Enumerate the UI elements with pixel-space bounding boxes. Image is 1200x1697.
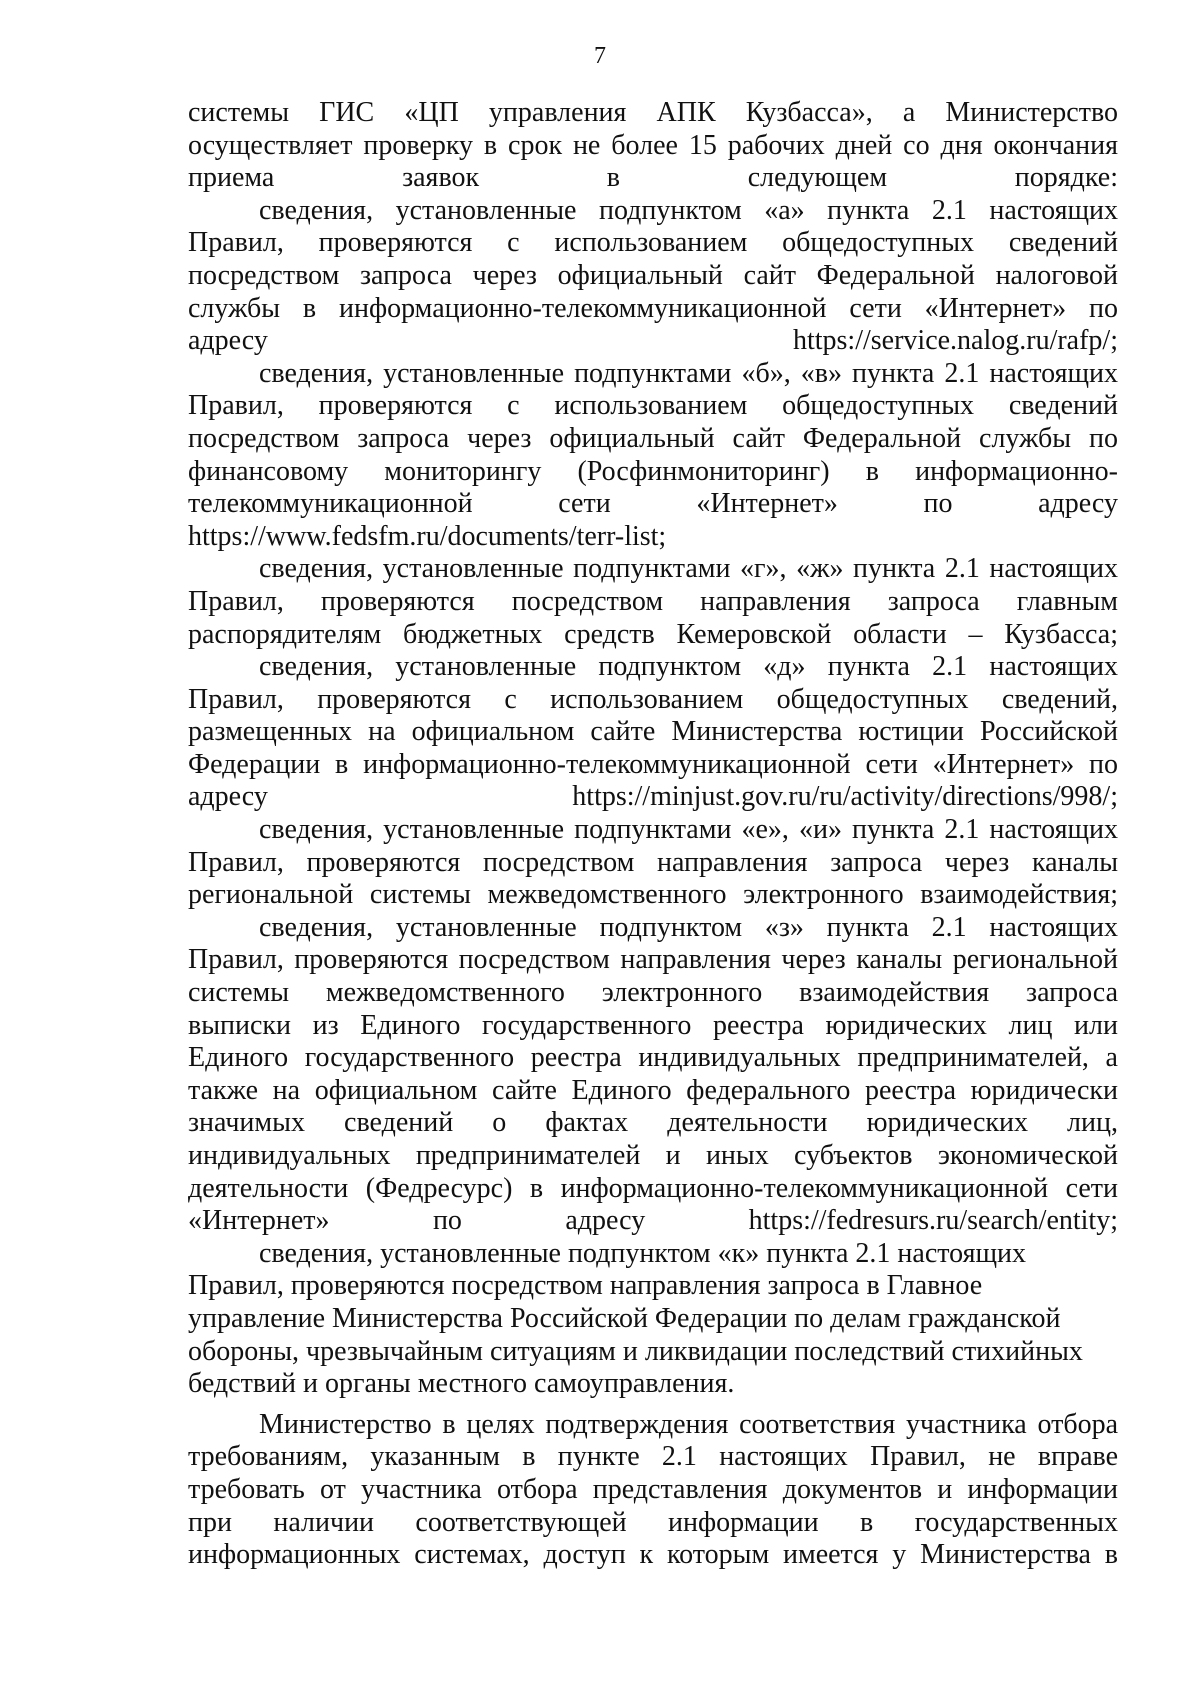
text-line: телекоммуникационной сети «Интернет» по адресу (188, 488, 1118, 520)
paragraph-9 (188, 1409, 1118, 1572)
text-line: сведения, установленные подпунктами «б», «в» пункта 2.1 настоящих (259, 357, 1118, 389)
paragraph-3 (188, 358, 1118, 554)
text-line: финансовому мониторингу (Росфинмониторинг) в информационно- (188, 455, 1118, 487)
text-line: сведения, установленные подпунктами «г», «ж» пункта 2.1 настоящих (259, 553, 1118, 585)
text-line: Единого государственного реестра индивидуальных предпринимателей, а (188, 1042, 1118, 1074)
text-line: выписки из Единого государственного реестра юридических лиц или (188, 1009, 1118, 1041)
page-number: 7 (594, 43, 606, 69)
text-line: сведения, установленные подпунктом «д» пункта 2.1 настоящих (259, 651, 1118, 683)
text-line: сведения, установленные подпунктом «к» пункта 2.1 настоящих (259, 1237, 1027, 1269)
text-line: также на официальном сайте Единого федерального реестра юридически (188, 1074, 1118, 1106)
text-line: службы в информационно-телекоммуникационной сети «Интернет» по (188, 292, 1118, 324)
text-line: осуществляет проверку в срок не более 15 рабочих дней со дня окончания (188, 129, 1118, 161)
paragraph-1 (188, 97, 1118, 195)
text-line: распорядителям бюджетных средств Кемеровской области – Кузбасса; (188, 618, 1118, 650)
text-line: деятельности (Федресурс) в информационно-телекоммуникационной сети (188, 1172, 1118, 1204)
paragraph-2 (188, 195, 1118, 358)
text-line: Правил, проверяются с использованием общедоступных сведений (188, 227, 1118, 259)
text-line: Правил, проверяются посредством направления запроса главным (188, 585, 1118, 617)
paragraph-5 (188, 651, 1118, 814)
text-line: «Интернет» по адресу https://fedresurs.ru/search/entity; (188, 1205, 1118, 1237)
text-line: https://www.fedsfm.ru/documents/terr-list; (188, 520, 667, 552)
text-line: посредством запроса через официальный сайт Федеральной налоговой (188, 259, 1118, 291)
text-line: Министерство в целях подтверждения соответствия участника отбора (259, 1408, 1118, 1440)
text-line: индивидуальных предпринимателей и иных субъектов экономической (188, 1140, 1118, 1171)
text-line: Федерации в информационно-телекоммуникационной сети «Интернет» по (188, 748, 1118, 780)
text-line: региональной системы межведомственного электронного взаимодействия; (188, 879, 1118, 911)
paragraph-6 (188, 814, 1118, 912)
text-line: при наличии соответствующей информации в государственных (188, 1506, 1118, 1538)
text-line: Правил, проверяются посредством направления запроса в Главное (188, 1270, 983, 1302)
text-line: сведения, установленные подпунктом «а» пункта 2.1 настоящих (259, 194, 1118, 226)
text-line: Правил, проверяются с использованием общедоступных сведений, (188, 683, 1118, 715)
text-line: Правил, проверяются посредством направления через каналы региональной (188, 944, 1118, 976)
text-line: обороны, чрезвычайным ситуациям и ликвидации последствий стихийных (188, 1335, 1083, 1367)
text-line: требовать от участника отбора представления документов и информации (188, 1473, 1118, 1505)
document-body (188, 97, 1118, 1572)
text-line: бедствий и органы местного самоуправления. (188, 1368, 735, 1400)
paragraph-7 (188, 912, 1118, 1238)
paragraph-4 (188, 553, 1118, 651)
text-line: адресу https://minjust.gov.ru/ru/activity/directions/998/; (188, 781, 1118, 813)
text-line: приема заявок в следующем порядке: (188, 162, 1118, 194)
text-line: информационных системах, доступ к которым имеется у Министерства в (188, 1539, 1118, 1571)
text-line: размещенных на официальном сайте Министерства юстиции Российской (188, 716, 1118, 748)
text-line: посредством запроса через официальный сайт Федеральной службы по (188, 422, 1118, 454)
text-line: Правил, проверяются посредством направления запроса через каналы (188, 846, 1118, 878)
text-line: сведения, установленные подпунктами «е», «и» пункта 2.1 настоящих (259, 814, 1118, 846)
text-line: значимых сведений о фактах деятельности юридических лиц, (188, 1107, 1118, 1139)
text-line: управление Министерства Российской Федерации по делам гражданской (188, 1302, 1061, 1334)
text-line: адресу https://service.nalog.ru/rafp/; (188, 325, 1118, 357)
text-line: Правил, проверяются с использованием общедоступных сведений (188, 390, 1118, 422)
text-line: системы ГИС «ЦП управления АПК Кузбасса», а Министерство (188, 97, 1118, 128)
text-line: требованиям, указанным в пункте 2.1 настоящих Правил, не вправе (188, 1441, 1118, 1473)
text-line: сведения, установленные подпунктом «з» пункта 2.1 настоящих (259, 911, 1118, 943)
text-line: системы межведомственного электронного взаимодействия запроса (188, 977, 1118, 1009)
paragraph-8 (188, 1238, 1118, 1401)
